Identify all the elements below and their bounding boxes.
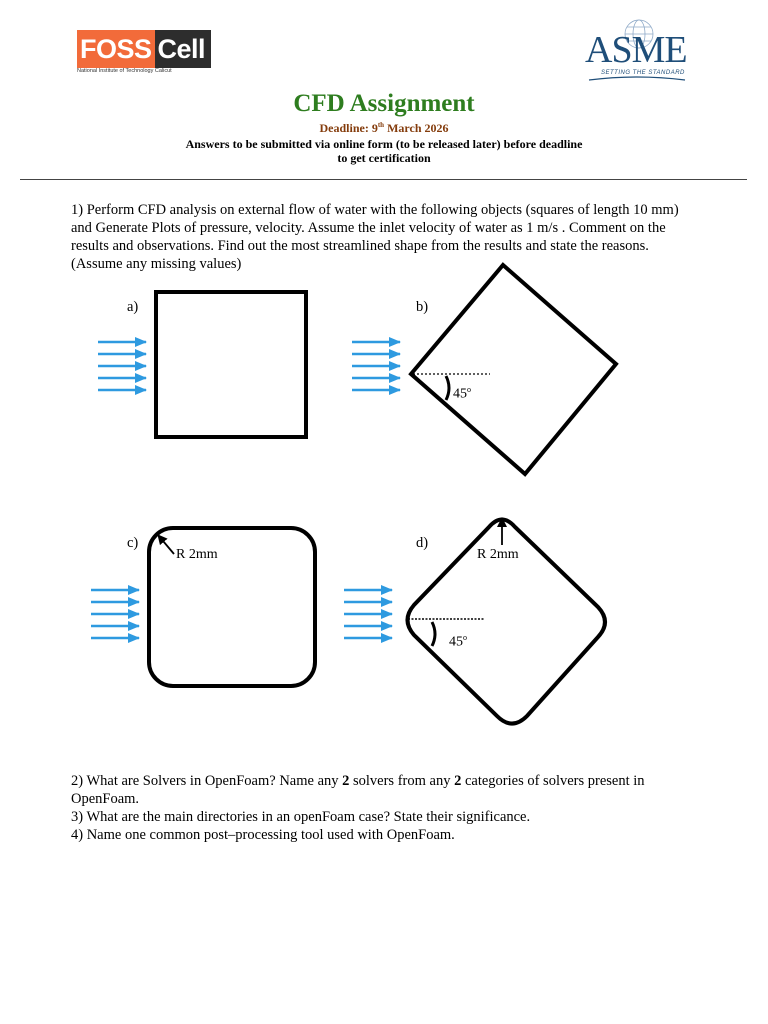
- radius-label-d: R 2mm: [477, 547, 519, 562]
- deadline-suffix: March 2026: [384, 121, 449, 135]
- flow-arrows-c: [91, 590, 139, 638]
- submission-note-line2: to get certification: [337, 151, 431, 165]
- angle-value-d: 45: [449, 634, 463, 650]
- questions-list: [71, 772, 691, 844]
- deadline-prefix: Deadline: 9: [319, 121, 378, 135]
- figure-label-b: b): [416, 299, 429, 315]
- q2-part3: categories of solvers present in OpenFoam.: [71, 773, 645, 807]
- foss-logo-right: Cell: [155, 30, 211, 68]
- angle-label-b: [453, 385, 471, 403]
- figure-label-c: c): [127, 535, 139, 551]
- question-2: [71, 772, 691, 808]
- header-divider: [20, 179, 747, 180]
- angle-label-d: [449, 633, 467, 651]
- angle-arc-b: [446, 376, 449, 400]
- radius-label-c: R 2mm: [176, 547, 218, 562]
- figure-label-a: a): [127, 299, 139, 315]
- question-4: 4) Name one common post–processing tool used with OpenFoam.: [71, 827, 455, 843]
- flow-arrows-a: [98, 342, 146, 390]
- submission-note-line1: Answers to be submitted via online form (to be released later) before deadline: [185, 137, 583, 151]
- q2-bold-2: 2: [454, 773, 462, 789]
- radius-pointer-c: [158, 535, 174, 554]
- flow-arrows-b: [352, 342, 400, 390]
- foss-logo-subtitle: National Institute of Technology Calicut: [77, 68, 172, 74]
- page-title: CFD Assignment: [293, 90, 475, 117]
- q2-part2: solvers from any: [349, 773, 455, 789]
- degree-symbol-d: o: [463, 633, 467, 642]
- degree-symbol-b: o: [467, 385, 471, 394]
- square-shape-a: [156, 292, 306, 437]
- figure-label-d: d): [416, 535, 429, 551]
- q2-bold-1: 2: [342, 773, 350, 789]
- asme-tagline: SETTING THE STANDARD: [601, 70, 685, 76]
- q2-part1: 2) What are Solvers in OpenFoam? Name any: [71, 773, 343, 789]
- deadline: [0, 121, 768, 136]
- rounded-square-c: [149, 528, 315, 686]
- asme-logo: [583, 18, 691, 84]
- angle-arc-d: [432, 622, 435, 646]
- angle-value-b: 45: [453, 386, 467, 402]
- asme-wordmark: ASME: [585, 29, 687, 71]
- rotated-square-b: [411, 265, 616, 474]
- deadline-ordinal: th: [377, 121, 385, 129]
- fosscell-logo: [77, 30, 211, 74]
- flow-arrows-d: [344, 590, 392, 638]
- question-3: 3) What are the main directories in an openFoam case? State their significance.: [71, 809, 531, 825]
- foss-logo-left: FOSS: [77, 30, 155, 68]
- question-1: 1) Perform CFD analysis on external flow of water with the following objects (squares of length 10 mm) and Generate Plots of pressure, velocity. Assume the inlet velocity of water as 1 m/s . Comment on the results and observations. Find out the most streamlined shape from the results and state the reasons. (Assume any missing values): [71, 202, 679, 272]
